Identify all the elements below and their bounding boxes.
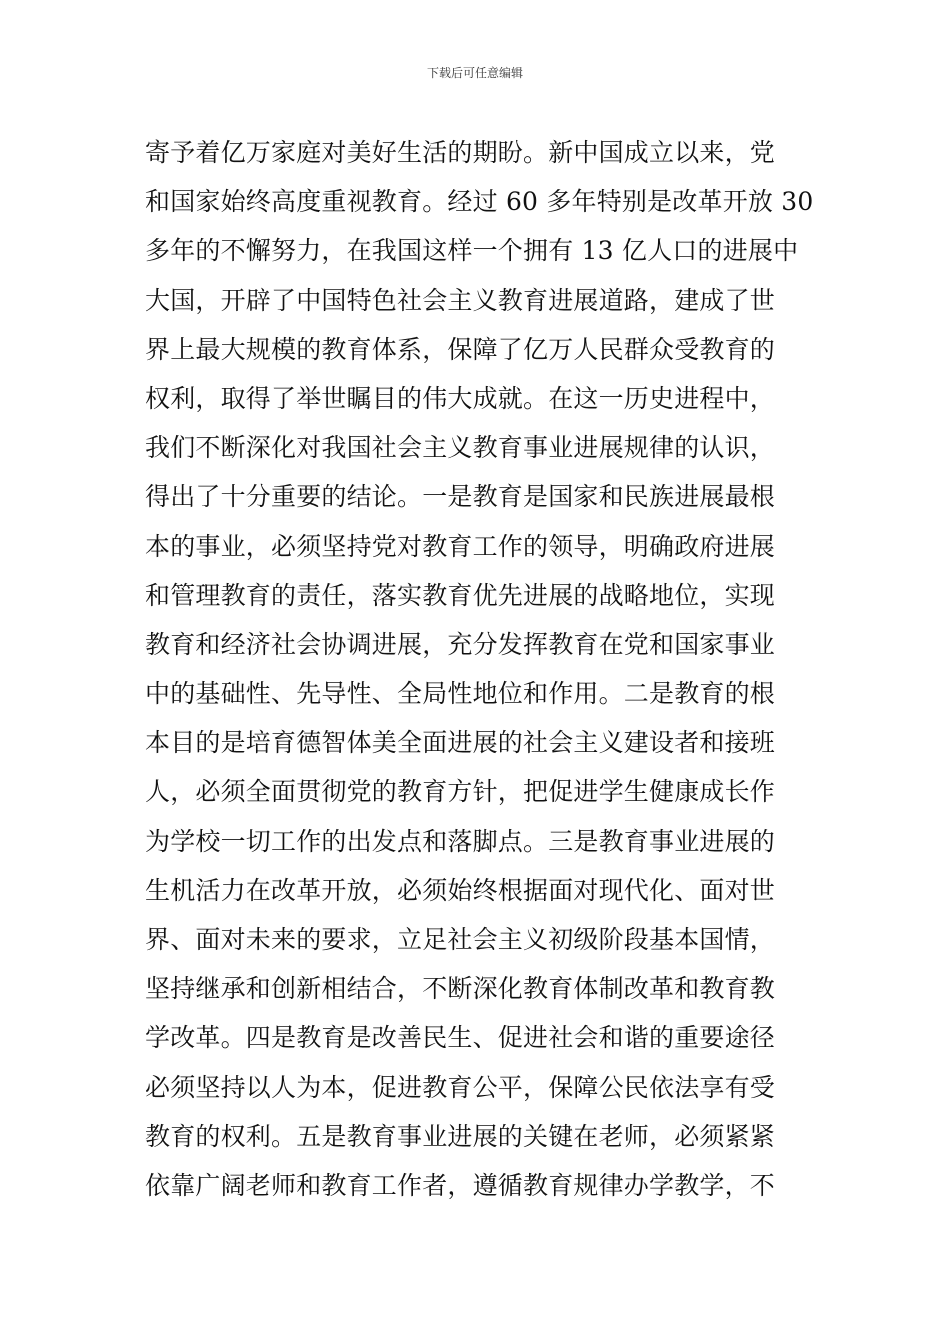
text-line: 大国，开辟了中国特色社会主义教育进展道路，建成了世 bbox=[145, 285, 776, 315]
text-line: 界上最大规模的教育体系，保障了亿万人民群众受教育的 bbox=[145, 334, 776, 364]
text-line: 多年的不懈努力，在我国这样一个拥有 13 亿人口的进展中 bbox=[145, 236, 799, 266]
text-line: 和管理教育的责任，落实教育优先进展的战略地位，实现 bbox=[145, 580, 776, 610]
text-line: 教育和经济社会协调进展，充分发挥教育在党和国家事业 bbox=[145, 629, 776, 659]
text-line: 必须坚持以人为本，促进教育公平，保障公民依法享有受 bbox=[145, 1072, 776, 1102]
text-line: 人，必须全面贯彻党的教育方针，把促进学生健康成长作 bbox=[145, 777, 776, 807]
text-line: 坚持继承和创新相结合，不断深化教育体制改革和教育教 bbox=[145, 974, 776, 1004]
text-line: 中的基础性、先导性、全局性地位和作用。二是教育的根 bbox=[145, 679, 776, 709]
text-line: 学改革。四是教育是改善民生、促进社会和谐的重要途径 bbox=[145, 1023, 776, 1053]
body-text bbox=[145, 128, 815, 1210]
text-line: 寄予着亿万家庭对美好生活的期盼。新中国成立以来，党 bbox=[145, 138, 776, 167]
text-line: 得出了十分重要的结论。一是教育是国家和民族进展最根 bbox=[145, 482, 776, 512]
text-line: 生机活力在改革开放，必须始终根据面对现代化、面对世 bbox=[145, 875, 776, 905]
text-line: 为学校一切工作的出发点和落脚点。三是教育事业进展的 bbox=[145, 826, 776, 856]
text-line: 本的事业，必须坚持党对教育工作的领导，明确政府进展 bbox=[145, 531, 776, 561]
text-line: 权利，取得了举世瞩目的伟大成就。在这一历史进程中， bbox=[145, 383, 776, 413]
text-line: 依靠广阔老师和教育工作者，遵循教育规律办学教学，不 bbox=[145, 1170, 776, 1200]
text-line: 本目的是培育德智体美全面进展的社会主义建设者和接班 bbox=[145, 728, 776, 758]
text-line: 教育的权利。五是教育事业进展的关键在老师，必须紧紧 bbox=[145, 1121, 776, 1151]
header-note: 下载后可任意编辑 bbox=[426, 66, 523, 80]
text-line: 界、面对未来的要求，立足社会主义初级阶段基本国情， bbox=[145, 925, 776, 954]
text-line: 和国家始终高度重视教育。经过 60 多年特别是改革开放 30 bbox=[145, 187, 814, 217]
text-line: 我们不断深化对我国社会主义教育事业进展规律的认识， bbox=[145, 433, 776, 463]
